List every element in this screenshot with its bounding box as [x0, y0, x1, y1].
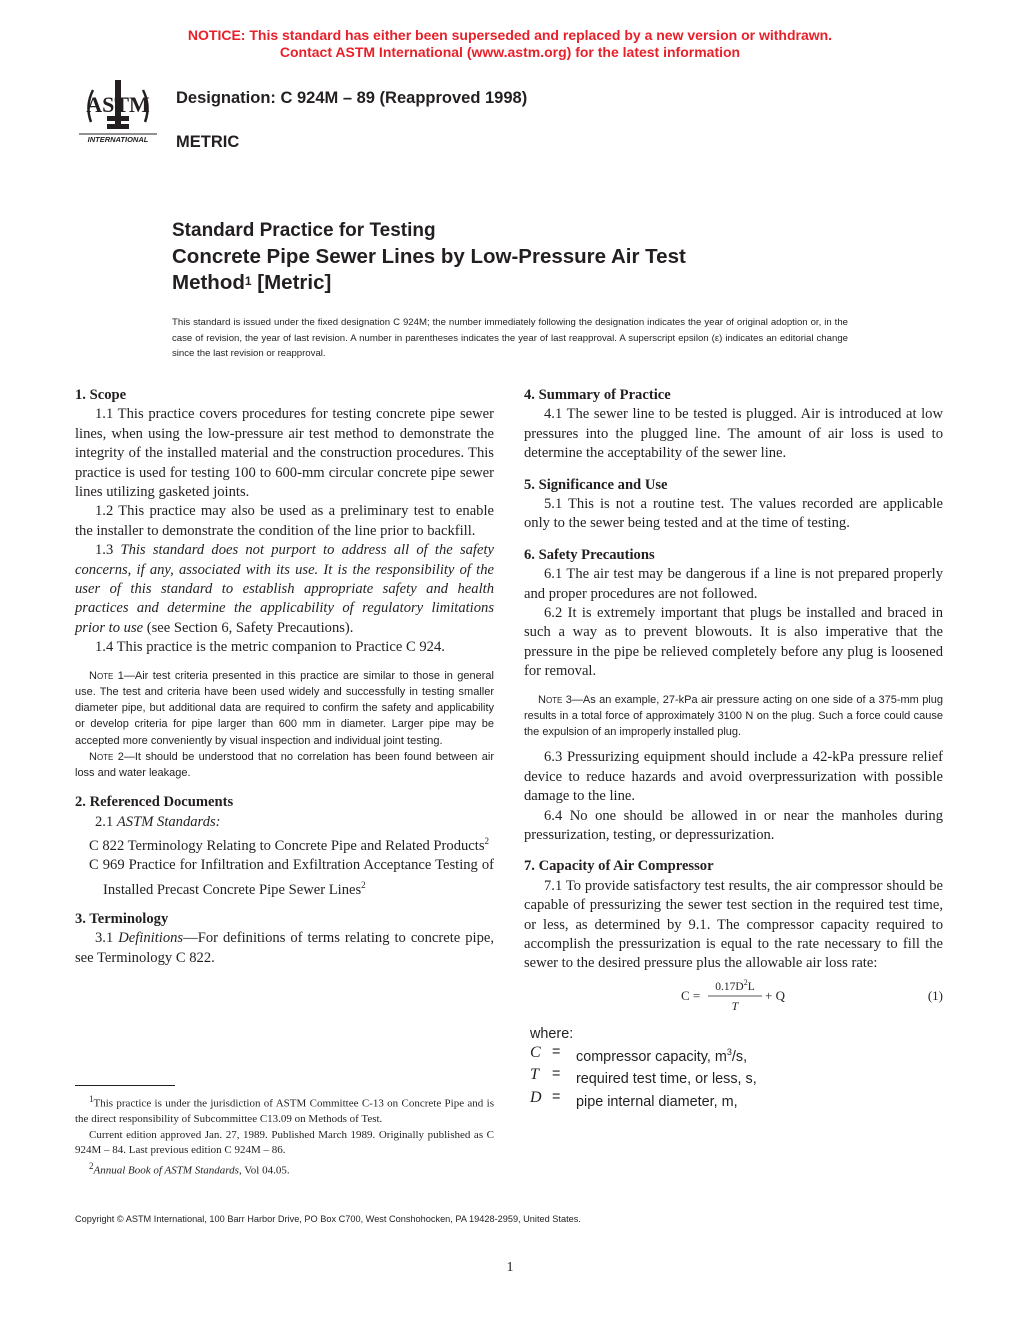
footnote-1-text: This practice is under the jurisdiction of ASTM Committee C-13 on Concrete Pipe and is the direct responsibility of Subcommittee C13.09 on Methods of Test.: [75, 1097, 494, 1126]
section-7-heading: 7. Capacity of Air Compressor: [524, 858, 714, 875]
title-line-3: [172, 270, 686, 296]
where-item: [524, 1066, 943, 1089]
footnote-1b: Current edition approved Jan. 27, 1989. Published March 1989. Originally published as C 924M – 84. Last previous edition C 924M – 86.: [75, 1128, 494, 1157]
note-3-text: 3—As an example, 27-kPa air pressure acting on one side of a 375-mm plug results in a total force of approximately 3100 N on the plug. Such a force could cause the expulsion of an improperly installed plug.: [524, 693, 943, 739]
footnote-1: [75, 1092, 494, 1128]
equation-denominator: T: [731, 998, 739, 1013]
where-definition-sup: 3: [726, 1046, 732, 1057]
where-symbol: T: [530, 1066, 539, 1084]
title-line-3-b: [Metric]: [251, 271, 332, 294]
note-3-label: Note: [538, 693, 563, 706]
where-definition-text: pipe internal diameter, m,: [576, 1093, 738, 1110]
title-line-3-a: Method: [172, 271, 245, 294]
para-1-3: [75, 541, 494, 638]
section-2-heading: 2. Referenced Documents: [75, 794, 234, 811]
reference-c969: [75, 856, 494, 900]
para-3-1-num: 3.1: [95, 930, 119, 947]
note-3: [524, 692, 943, 741]
para-1-2: 1.2 This practice may also be used as a preliminary test to enable the installer to demonstrate the condition of the line prior to backfill.: [75, 503, 494, 539]
notice-line-2: Contact ASTM International (www.astm.org) for the latest information: [279, 44, 741, 60]
page-number: 1: [506, 1260, 514, 1275]
equation-numerator-main: 0.17D: [715, 980, 744, 993]
equation-numerator-tail: L: [747, 980, 755, 993]
footnote-2-end: , Vol 04.05.: [238, 1164, 290, 1177]
where-definition-text: compressor capacity, m: [576, 1048, 727, 1065]
reference-c822-sup: 2: [484, 835, 490, 846]
footnote-1-mark: 1: [89, 1094, 94, 1104]
note-2-label: Note: [89, 750, 114, 763]
footnote-2-mark: 2: [89, 1161, 94, 1172]
logo-subtext: INTERNATIONAL: [87, 135, 149, 144]
where-definition: [576, 1066, 757, 1089]
where-definition-text: required test time, or less, s,: [576, 1070, 757, 1087]
section-1-heading: 1. Scope: [75, 387, 127, 403]
para-6-4: 6.4 No one should be allowed in or near the manholes during pressurization, testing, or depressurization.: [524, 807, 943, 843]
issued-note: This standard is issued under the fixed designation C 924M; the number immediately following the designation indicates the year of original adoption or, in the case of revision, the year of last revision. A number in parentheses indicates the year of last reapproval. A superscript epsilon (ε) indicates an editorial change since the last revision or reapproval.: [172, 317, 848, 359]
equation-numerator-sup: 2: [743, 977, 748, 987]
equation-rhs: + Q: [765, 987, 785, 1003]
left-column: [75, 386, 494, 968]
right-column: [524, 386, 943, 1111]
para-2-1: [75, 813, 494, 832]
para-5-1: 5.1 This is not a routine test. The values recorded are applicable only to the sewer being tested and at the time of testing.: [524, 496, 943, 532]
para-4-1: 4.1 The sewer line to be tested is plugged. Air is introduced at low pressures into the plugged line. The amount of air loss is used to determine the acceptability of the sewer line.: [524, 406, 943, 462]
para-6-3: 6.3 Pressurizing equipment should include a 42-kPa pressure relief device to reduce hazards and avoid overpressurization with possible damage to the line.: [524, 749, 943, 805]
metric-label: METRIC: [176, 133, 240, 151]
equation-number: (1): [927, 987, 943, 1003]
title-footnote-mark: 1: [244, 274, 252, 288]
title-line-1: Standard Practice for Testing: [172, 220, 436, 241]
where-equals: =: [552, 1043, 561, 1060]
where-label: where:: [530, 1025, 574, 1042]
where-equals: =: [552, 1066, 561, 1083]
equation-svg: [524, 974, 943, 1014]
reference-c822-text: C 822 Terminology Relating to Concrete Pipe and Related Products: [89, 837, 485, 854]
equation-numerator: [715, 978, 754, 993]
section-6-heading: 6. Safety Precautions: [524, 546, 655, 563]
astm-logo: [77, 76, 159, 146]
notice-banner: [0, 27, 1020, 61]
para-3-1-end: —For definitions of terms relating to concrete pipe, see Terminology C 822.: [75, 930, 494, 966]
para-1-3-italic: This standard does not purport to address all of the safety concerns, if any, associated with its use. It is the responsibility of the user of this standard to establish appropriate safety and health practices and determine the applicability of regulatory limitations prior to use: [75, 542, 494, 636]
where-items: [524, 1044, 943, 1112]
para-6-2: 6.2 It is extremely important that plugs be installed and braced in such a way as to prevent blowouts. It is also imperative that the pressure in the pipe be relieved completely before any plug is loosened for removal.: [524, 605, 943, 680]
notice-line-1: NOTICE: This standard has either been superseded and replaced by a new version or withdrawn.: [187, 27, 833, 43]
title-line-2: Concrete Pipe Sewer Lines by Low-Pressure Air Test: [172, 245, 686, 268]
where-item: [524, 1089, 943, 1112]
para-3-1-italic: Definitions: [118, 930, 184, 947]
note-1-label: Note: [89, 669, 114, 682]
para-2-1-italic: ASTM Standards:: [116, 813, 221, 830]
section-4-heading: 4. Summary of Practice: [524, 387, 671, 403]
where-symbol: C: [530, 1043, 541, 1061]
footnote-2: [75, 1159, 494, 1179]
footnotes: [75, 1092, 494, 1179]
copyright: Copyright © ASTM International, 100 Barr Harbor Drive, PO Box C700, West Conshohocken, PA 19428-2959, United States.: [75, 1214, 581, 1224]
where-definition-tail: /s,: [731, 1048, 748, 1065]
para-7-1: 7.1 To provide satisfactory test results, the air compressor should be capable of pressurizing the sewer test section in the required test time, or less, as determined by 9.1. The compressor capacity required to accomplish the pressurization is equal to the rate necessary to fill the sewer to the desired pressure plus the allowable air loss rate:: [524, 877, 943, 972]
section-3-heading: 3. Terminology: [75, 910, 169, 927]
where-definition: [576, 1089, 738, 1112]
para-1-1: 1.1 This practice covers procedures for testing concrete pipe sewer lines, when using the low-pressure air test method to demonstrate the integrity of the installed material and the construction procedures. This practice is used for testing 100 to 600-mm circular concrete pipe sewer lines utilizing gasketed joints.: [75, 406, 494, 501]
where-item: [524, 1044, 943, 1067]
para-1-3-num: 1.3: [95, 542, 121, 559]
where-definition: [576, 1044, 747, 1067]
reference-c969-sup: 2: [361, 879, 366, 890]
section-5-heading: 5. Significance and Use: [524, 476, 668, 493]
note-2: [75, 749, 494, 781]
logo-text: ASTM: [86, 92, 150, 117]
astm-logo-icon: [77, 76, 159, 146]
where-list: [524, 1026, 943, 1112]
equation-1: [524, 974, 943, 1014]
note-1: [75, 668, 494, 749]
footnote-2-italic: Annual Book of ASTM Standards: [93, 1164, 239, 1177]
para-1-3-end: (see Section 6, Safety Precautions).: [143, 619, 354, 636]
title-main: [172, 244, 686, 296]
note-1-text: 1—Air test criteria presented in this practice are similar to those in general use. The test and criteria have been used widely and successfully in testing smaller diameter pipe, but additional data are required to confirm the safety and applicability or develop criteria for pipe larger than 600 mm in diameter. Larger pipe may be accepted more conveniently by visual inspection and individual joint testing.: [75, 669, 494, 747]
footnote-rule: [75, 1085, 175, 1086]
where-symbol: D: [530, 1088, 542, 1106]
note-2-text: 2—It should be understood that no correlation has been found between air loss and water leakage.: [75, 750, 494, 779]
para-3-1: [75, 929, 494, 968]
designation: Designation: C 924M – 89 (Reapproved 1998): [176, 89, 528, 107]
para-6-1: 6.1 The air test may be dangerous if a line is not prepared properly and proper procedures are not followed.: [524, 566, 943, 602]
para-1-4: 1.4 This practice is the metric companion to Practice C 924.: [95, 639, 445, 656]
reference-c969-text: C 969 Practice for Infiltration and Exfiltration Acceptance Testing of Installed Precast Concrete Pipe Sewer Lines: [89, 857, 494, 898]
reference-c822: [75, 832, 494, 856]
equation-lhs: C =: [681, 987, 701, 1003]
para-2-1-num: 2.1: [95, 813, 117, 830]
where-equals: =: [552, 1088, 561, 1105]
